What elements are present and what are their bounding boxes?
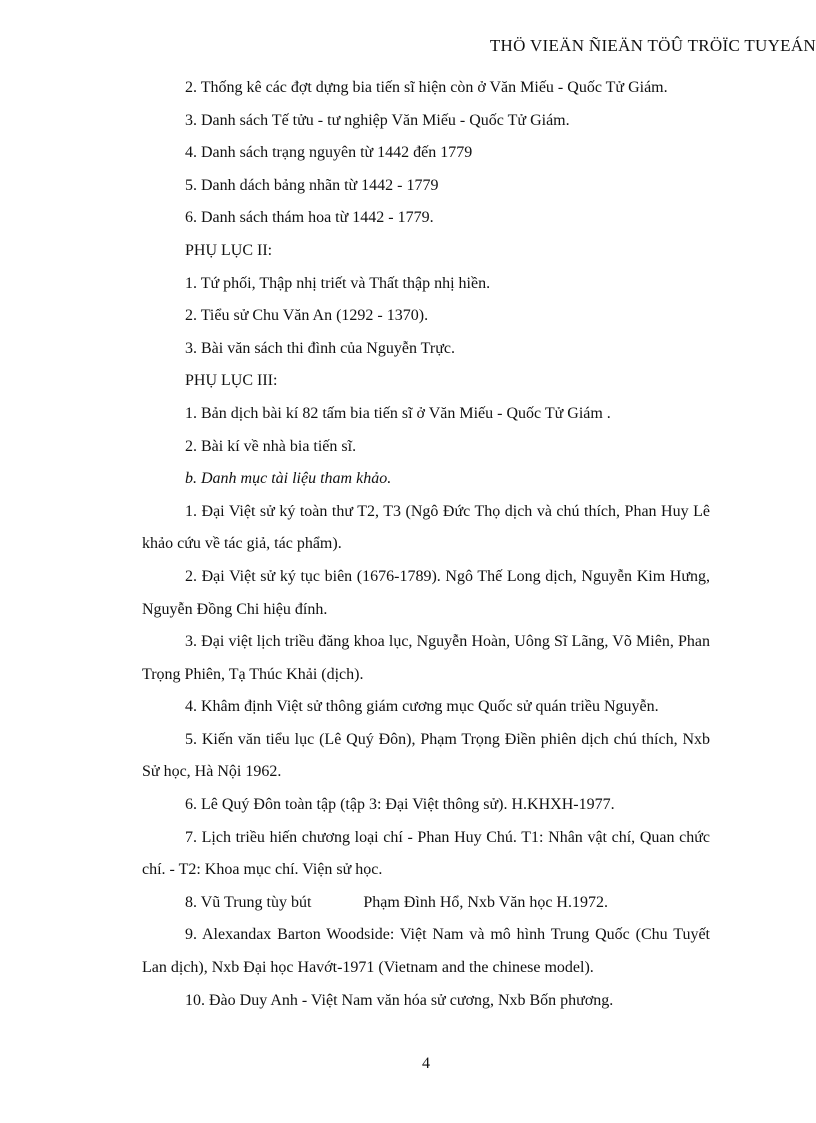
page-header: THÖ VIEÄN ÑIEÄN TÖÛ TRÖÏC TUYEÁN xyxy=(489,36,816,55)
page-number: 4 xyxy=(422,1055,430,1072)
reference-10: 10. Đào Duy Anh - Việt Nam văn hóa sử cương, Nxb Bốn phương. xyxy=(185,991,614,1009)
appendix-2-heading: PHỤ LỤC II: xyxy=(185,241,273,259)
appendix-item-6: 6. Danh sách thám hoa từ 1442 - 1779. xyxy=(185,209,434,227)
reference-9: 9. Alexandax Barton Woodside: Việt Nam và mô hình Trung Quốc (Chu Tuyết Lan dịch), Nxb Đại học Havớt-1971 (Vietnam and the chinese model). xyxy=(142,926,710,977)
reference-8 xyxy=(142,887,710,920)
references-heading: b. Danh mục tài liệu tham khảo. xyxy=(185,470,392,488)
appendix-item-4: 4. Danh sách trạng nguyên từ 1442 đến 1779 xyxy=(185,144,473,162)
appendix-3-item-1: 1. Bản dịch bài kí 82 tấm bia tiến sĩ ở Văn Miếu - Quốc Tử Giám . xyxy=(185,404,611,422)
appendix-2-item-3: 3. Bài văn sách thi đình của Nguyễn Trực. xyxy=(185,339,455,357)
document-body xyxy=(142,72,710,1017)
reference-4: 4. Khâm định Việt sử thông giám cương mục Quốc sử quán triều Nguyễn. xyxy=(185,698,659,716)
reference-6: 6. Lê Quý Đôn toàn tập (tập 3: Đại Việt thông sử). H.KHXH-1977. xyxy=(185,796,615,814)
reference-7: 7. Lịch triều hiến chương loại chí - Phan Huy Chú. T1: Nhân vật chí, Quan chức chí. - T2: Khoa mục chí. Viện sử học. xyxy=(142,828,710,879)
appendix-item-3: 3. Danh sách Tế tửu - tư nghiệp Văn Miếu - Quốc Tử Giám. xyxy=(185,111,570,129)
reference-1: 1. Đại Việt sử ký toàn thư T2, T3 (Ngô Đức Thọ dịch và chú thích, Phan Huy Lê khảo cứu về tác giả, tác phẩm). xyxy=(142,502,710,553)
appendix-item-5: 5. Danh dách bảng nhãn từ 1442 - 1779 xyxy=(185,176,439,194)
appendix-3-item-2: 2. Bài kí về nhà bia tiến sĩ. xyxy=(185,437,357,455)
reference-3: 3. Đại việt lịch triều đăng khoa lục, Nguyễn Hoàn, Uông Sĩ Lãng, Võ Miên, Phan Trọng Phiên, Tạ Thúc Khải (dịch). xyxy=(142,633,710,683)
reference-2: 2. Đại Việt sử ký tục biên (1676-1789). Ngô Thế Long dịch, Nguyễn Kim Hưng, Nguyễn Đồng Chi hiệu đính. xyxy=(142,567,710,618)
appendix-3-heading: PHỤ LỤC III: xyxy=(185,372,278,390)
appendix-2-item-2: 2. Tiểu sử Chu Văn An (1292 - 1370). xyxy=(185,307,429,325)
appendix-2-item-1: 1. Tứ phối, Thập nhị triết và Thất thập nhị hiền. xyxy=(185,274,491,292)
appendix-item-2: 2. Thống kê các đợt dựng bia tiến sĩ hiện còn ở Văn Miếu - Quốc Tử Giám. xyxy=(185,79,668,96)
reference-8-title: 8. Vũ Trung tùy bút xyxy=(185,893,312,911)
reference-5: 5. Kiến văn tiểu lục (Lê Quý Đôn), Phạm Trọng Điền phiên dịch chú thích, Nxb Sử học, Hà Nội 1962. xyxy=(142,730,710,781)
reference-8-author: Phạm Đình Hổ, Nxb Văn học H.1972. xyxy=(363,893,608,911)
